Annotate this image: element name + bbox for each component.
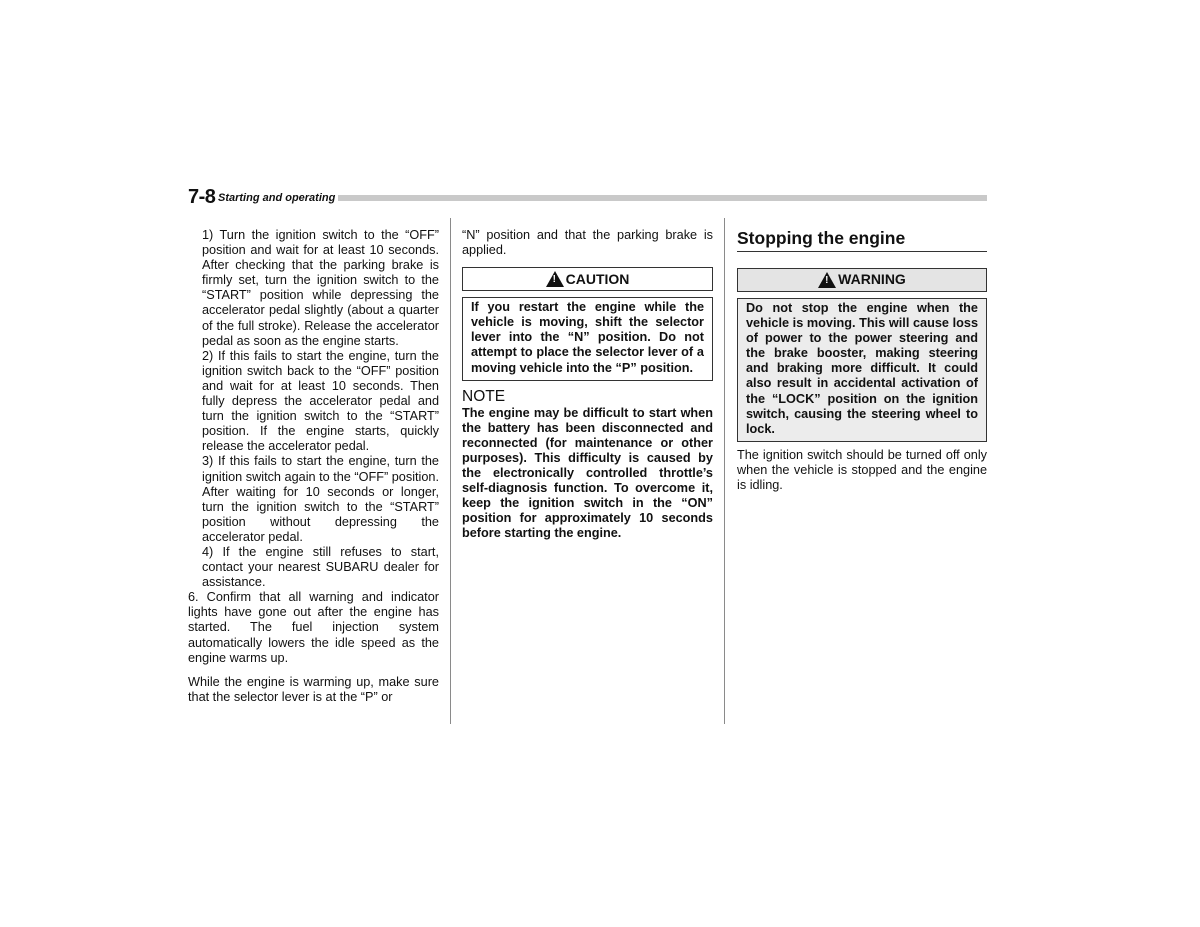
warning-triangle-icon: ! <box>818 272 836 288</box>
stopping-text: The ignition switch should be turned off only when the vehicle is stopped and the engine is idling. <box>737 447 987 493</box>
column-divider-1 <box>450 218 451 724</box>
step-2-text: 2) If this fails to start the engine, turn the ignition switch back to the “OFF” position and wait for at least 10 seconds. Then fully depress the accelerator pedal and turn the ignition switch to the “START” position. If the engine starts, quickly release the accelerator pedal. <box>202 348 439 454</box>
continued-text: “N” position and that the parking brake is applied. <box>462 228 713 258</box>
step-1-text: 1) Turn the ignition switch to the “OFF” position and wait for at least 10 seconds. After checking that the parking brake is firmly set, turn the ignition switch to the “START” position while depressing the accelerator pedal slightly (about a quarter of the full stroke). Release the accelerator pedal as soon as the engine starts. <box>202 228 439 348</box>
note-title: NOTE <box>462 387 506 405</box>
column-3 <box>737 228 987 493</box>
page-number: 7-8 <box>188 186 216 208</box>
warmup-text: While the engine is warming up, make sure that the selector lever is at the “P” or <box>188 674 439 704</box>
step-3-text: 3) If this fails to start the engine, turn the ignition switch again to the “OFF” position. After waiting for 10 seconds or longer, turn the ignition switch to the “START” position without depressing the accelerator pedal. <box>202 454 439 544</box>
step-4-text: 4) If the engine still refuses to start, contact your nearest SUBARU dealer for assistance. <box>202 544 439 590</box>
caution-box: If you restart the engine while the vehicle is moving, shift the selector lever into the “N” position. Do not attempt to place the selector lever of a moving vehicle into the “P” position. <box>462 297 713 380</box>
caution-header <box>462 267 713 291</box>
caution-label: CAUTION <box>565 270 630 287</box>
page-header <box>188 186 987 208</box>
warning-triangle-icon: ! <box>546 271 564 287</box>
warning-header <box>737 268 987 292</box>
warning-label: WARNING <box>838 271 906 288</box>
note-text: The engine may be difficult to start when the battery has been disconnected and reconnected (for maintenance or other purposes). This difficulty is caused by the electronically controlled throttle’s self-diagnosis function. To overcome it, keep the ignition switch in the “ON” position for approximately 10 seconds before starting the engine. <box>462 405 713 541</box>
section-title: Starting and operating <box>218 192 336 204</box>
section-heading: Stopping the engine <box>737 228 987 252</box>
column-2 <box>462 228 713 542</box>
warning-box: Do not stop the engine when the vehicle is moving. This will cause loss of power to the power steering and the brake booster, making steering and braking more difficult. It could also result in accidental activation of the “LOCK” position on the ignition switch, causing the steering wheel to lock. <box>737 298 987 442</box>
header-rule <box>338 195 987 201</box>
column-1 <box>188 228 439 705</box>
item-6-text: 6. Confirm that all warning and indicator lights have gone out after the engine has started. The fuel injection system automatically lowers the idle speed as the engine warms up. <box>188 590 439 665</box>
column-divider-2 <box>724 218 725 724</box>
